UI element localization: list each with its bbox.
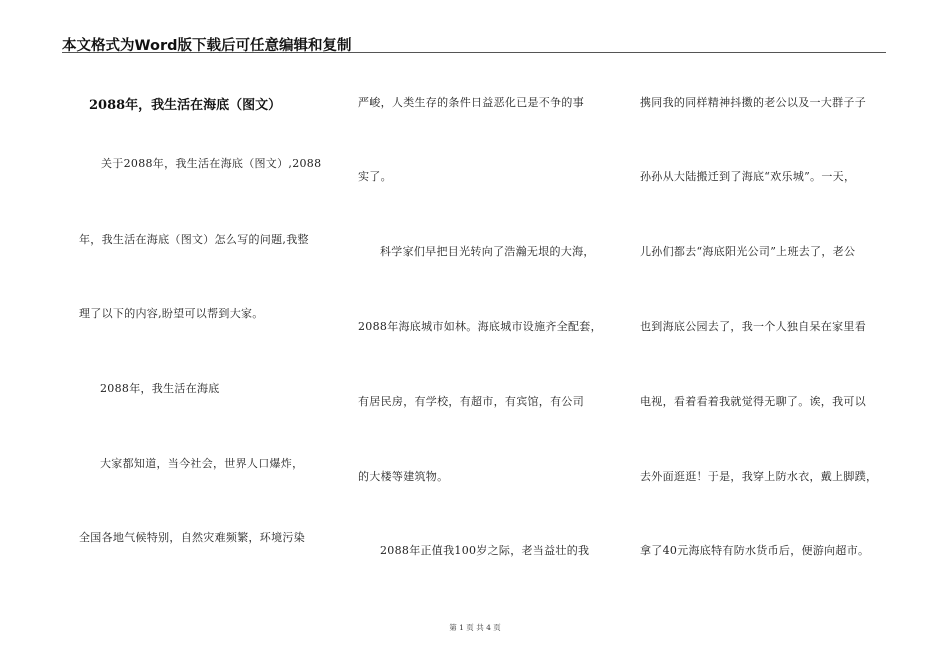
text-line: 2088年正值我100岁之际，老当益壮的我 — [380, 544, 590, 557]
article-title: 2088年，我生活在海底（图文） — [89, 98, 282, 113]
text-line: 拿了40元海底特有防水货币后，便游向超市。 — [640, 544, 870, 557]
text-line: 关于2088年，我生活在海底（图文）,2088 — [101, 157, 322, 170]
text-line: 理了以下的内容,盼望可以帮到大家。 — [79, 307, 264, 320]
text-line: 年，我生活在海底（图文）怎么写的问题,我整 — [79, 233, 309, 246]
text-line: 携同我的同样精神抖擞的老公以及一大群子子 — [640, 96, 866, 109]
text-line: 2088年，我生活在海底 — [100, 382, 220, 395]
text-line: 去外面逛逛！于是，我穿上防水衣，戴上脚蹼， — [640, 470, 878, 483]
text-line: 2088年海底城市如林。海底城市设施齐全配套， — [358, 320, 602, 333]
text-line: 有居民房，有学校，有超市，有宾馆，有公司 — [358, 395, 584, 408]
text-line: 科学家们早把目光转向了浩瀚无垠的大海， — [380, 245, 595, 258]
text-line: 也到海底公园去了，我一个人独自呆在家里看 — [640, 320, 866, 333]
document-banner: 本文格式为Word版下载后可任意编辑和复制 — [62, 38, 352, 54]
text-line: 大家都知道，当今社会，世界人口爆炸， — [100, 457, 304, 470]
text-line: 儿孙们都去“海底阳光公司”上班去了，老公 — [640, 245, 856, 258]
text-line: 严峻，人类生存的条件日益恶化已是不争的事 — [358, 96, 584, 109]
text-line: 电视，看着看着我就觉得无聊了。诶，我可以 — [640, 395, 866, 408]
text-line: 实了。 — [358, 170, 392, 183]
text-line: 全国各地气候特别，自然灾难频繁，环境污染 — [79, 531, 305, 544]
header-divider — [62, 52, 886, 53]
text-line: 的大楼等建筑物。 — [358, 470, 449, 483]
text-line: 孙孙从大陆搬迁到了海底“欢乐城”。一天， — [640, 170, 856, 183]
page-footer: 第 1 页 共 4 页 — [449, 623, 501, 632]
